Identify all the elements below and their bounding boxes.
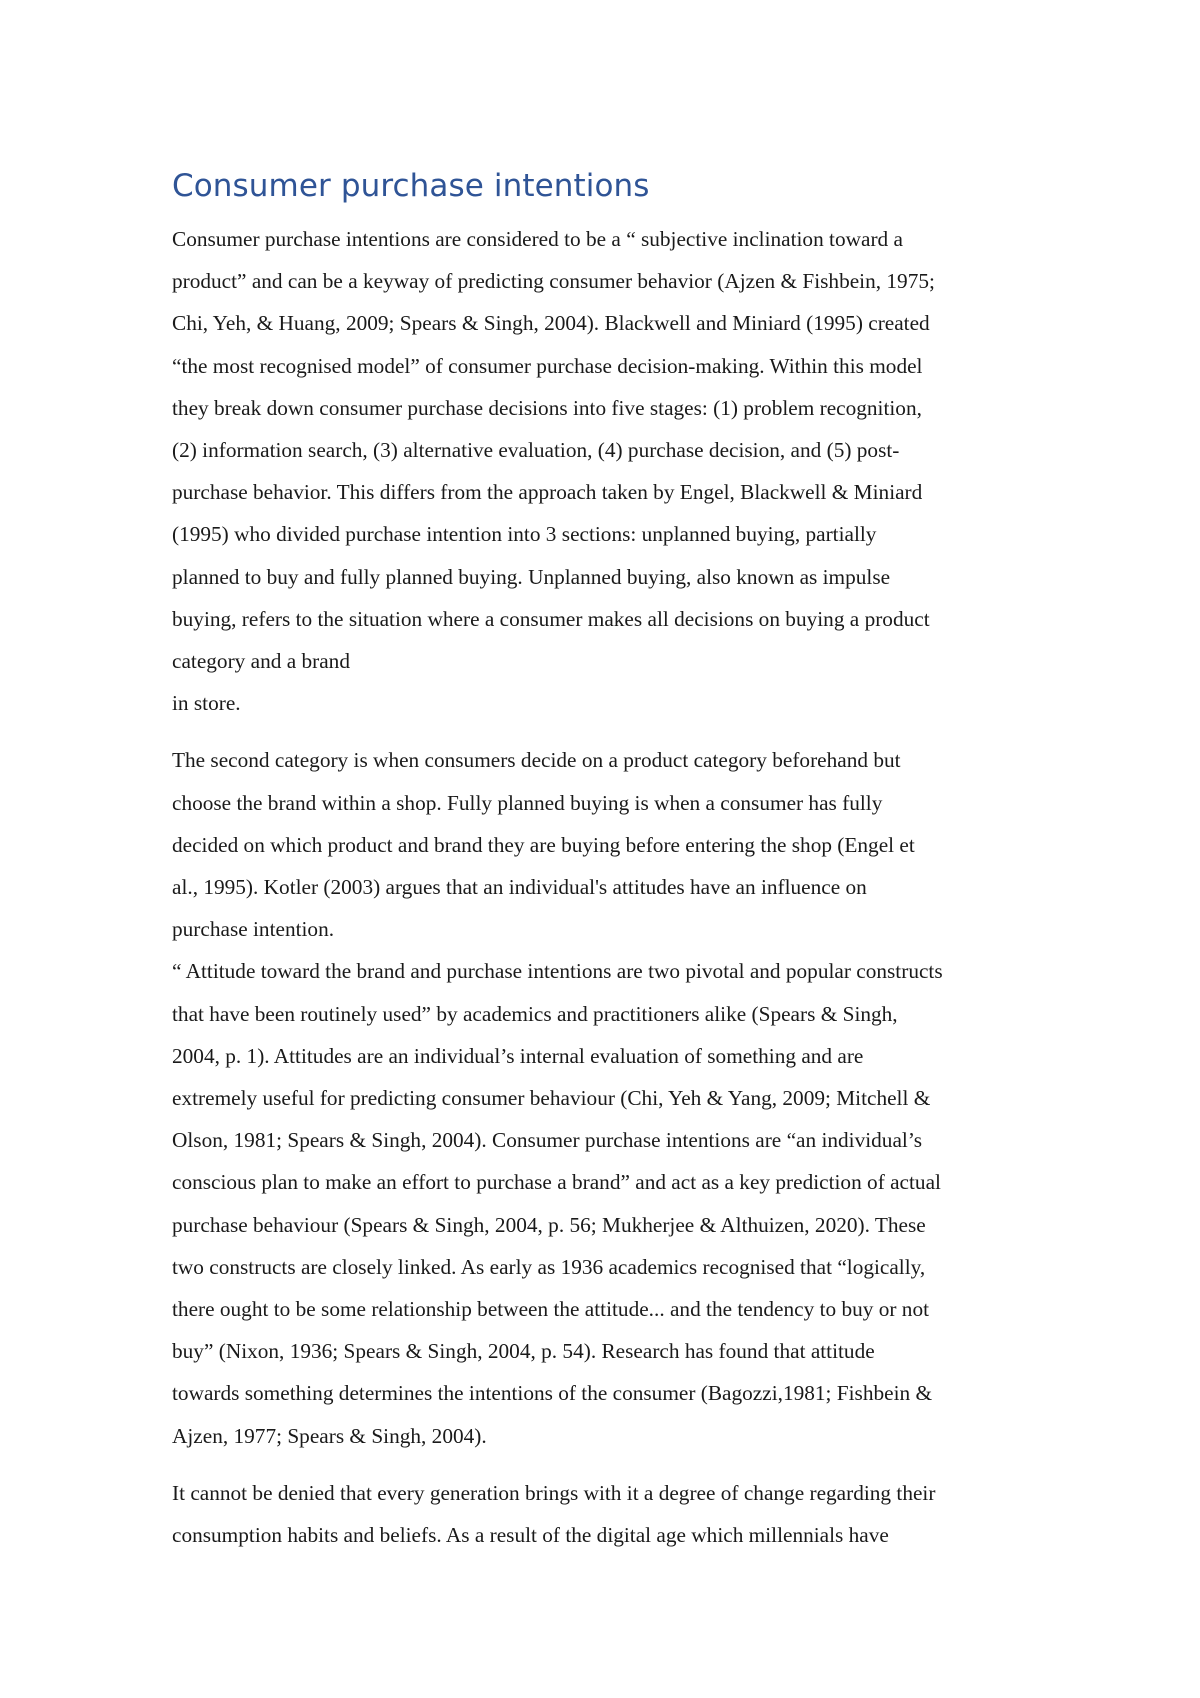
text-line: purchase intention. [172,917,335,942]
text-line: buy” (Nixon, 1936; Spears & Singh, 2004, p. 54). Research has found that attitude [172,1339,875,1364]
text-line: conscious plan to make an effort to purchase a brand” and act as a key prediction of actual [172,1170,941,1195]
paragraph-spacing [172,1457,1044,1472]
paragraph-3 [172,1472,1044,1556]
text-line: buying, refers to the situation where a consumer makes all decisions on buying a product [172,606,930,631]
text-line: category and a brand [172,649,350,674]
paragraph-2 [172,739,1044,1456]
text-line: Ajzen, 1977; Spears & Singh, 2004). [172,1423,487,1448]
paragraph-spacing [172,724,1044,739]
text-line: choose the brand within a shop. Fully planned buying is when a consumer has fully [172,790,883,815]
text-line: “ Attitude toward the brand and purchase intentions are two pivotal and popular constructs [172,959,943,984]
paragraph-1 [172,218,1044,724]
text-line: The second category is when consumers decide on a product category beforehand but [172,748,901,773]
text-line: purchase behavior. This differs from the approach taken by Engel, Blackwell & Miniard [172,480,923,505]
text-line: they break down consumer purchase decisions into five stages: (1) problem recognition, [172,395,922,420]
text-line: al., 1995). Kotler (2003) argues that an individual's attitudes have an influence on [172,875,867,900]
text-line: 2004, p. 1). Attitudes are an individual’s internal evaluation of something and are [172,1043,864,1068]
text-line: decided on which product and brand they are buying before entering the shop (Engel et [172,832,915,857]
text-line: two constructs are closely linked. As early as 1936 academics recognised that “logically, [172,1254,926,1279]
section-heading: Consumer purchase intentions [172,168,650,204]
text-line: Chi, Yeh, & Huang, 2009; Spears & Singh, 2004). Blackwell and Miniard (1995) created [172,311,930,336]
text-line: (2) information search, (3) alternative evaluation, (4) purchase decision, and (5) post- [172,438,900,463]
text-line: extremely useful for predicting consumer behaviour (Chi, Yeh & Yang, 2009; Mitchell & [172,1086,931,1111]
text-line: Consumer purchase intentions are considered to be a “ subjective inclination toward a [172,227,903,251]
text-line: towards something determines the intentions of the consumer (Bagozzi,1981; Fishbein & [172,1381,933,1406]
text-line: purchase behaviour (Spears & Singh, 2004, p. 56; Mukherjee & Althuizen, 2020). These [172,1212,926,1237]
text-line: It cannot be denied that every generation brings with it a degree of change regarding their [172,1480,936,1505]
text-line: consumption habits and beliefs. As a result of the digital age which millennials have [172,1523,889,1548]
text-line: in store. [172,691,241,716]
text-line: that have been routinely used” by academics and practitioners alike (Spears & Singh, [172,1001,898,1026]
text-line: there ought to be some relationship between the attitude... and the tendency to buy or not [172,1297,930,1322]
text-line: “the most recognised model” of consumer purchase decision-making. Within this model [172,353,923,378]
document-body [172,162,1044,1556]
text-line: (1995) who divided purchase intention into 3 sections: unplanned buying, partially [172,522,877,547]
text-line: planned to buy and fully planned buying. Unplanned buying, also known as impulse [172,564,891,589]
text-line: Olson, 1981; Spears & Singh, 2004). Consumer purchase intentions are “an individual’s [172,1128,923,1153]
text-line: product” and can be a keyway of predicting consumer behavior (Ajzen & Fishbein, 1975; [172,269,935,294]
